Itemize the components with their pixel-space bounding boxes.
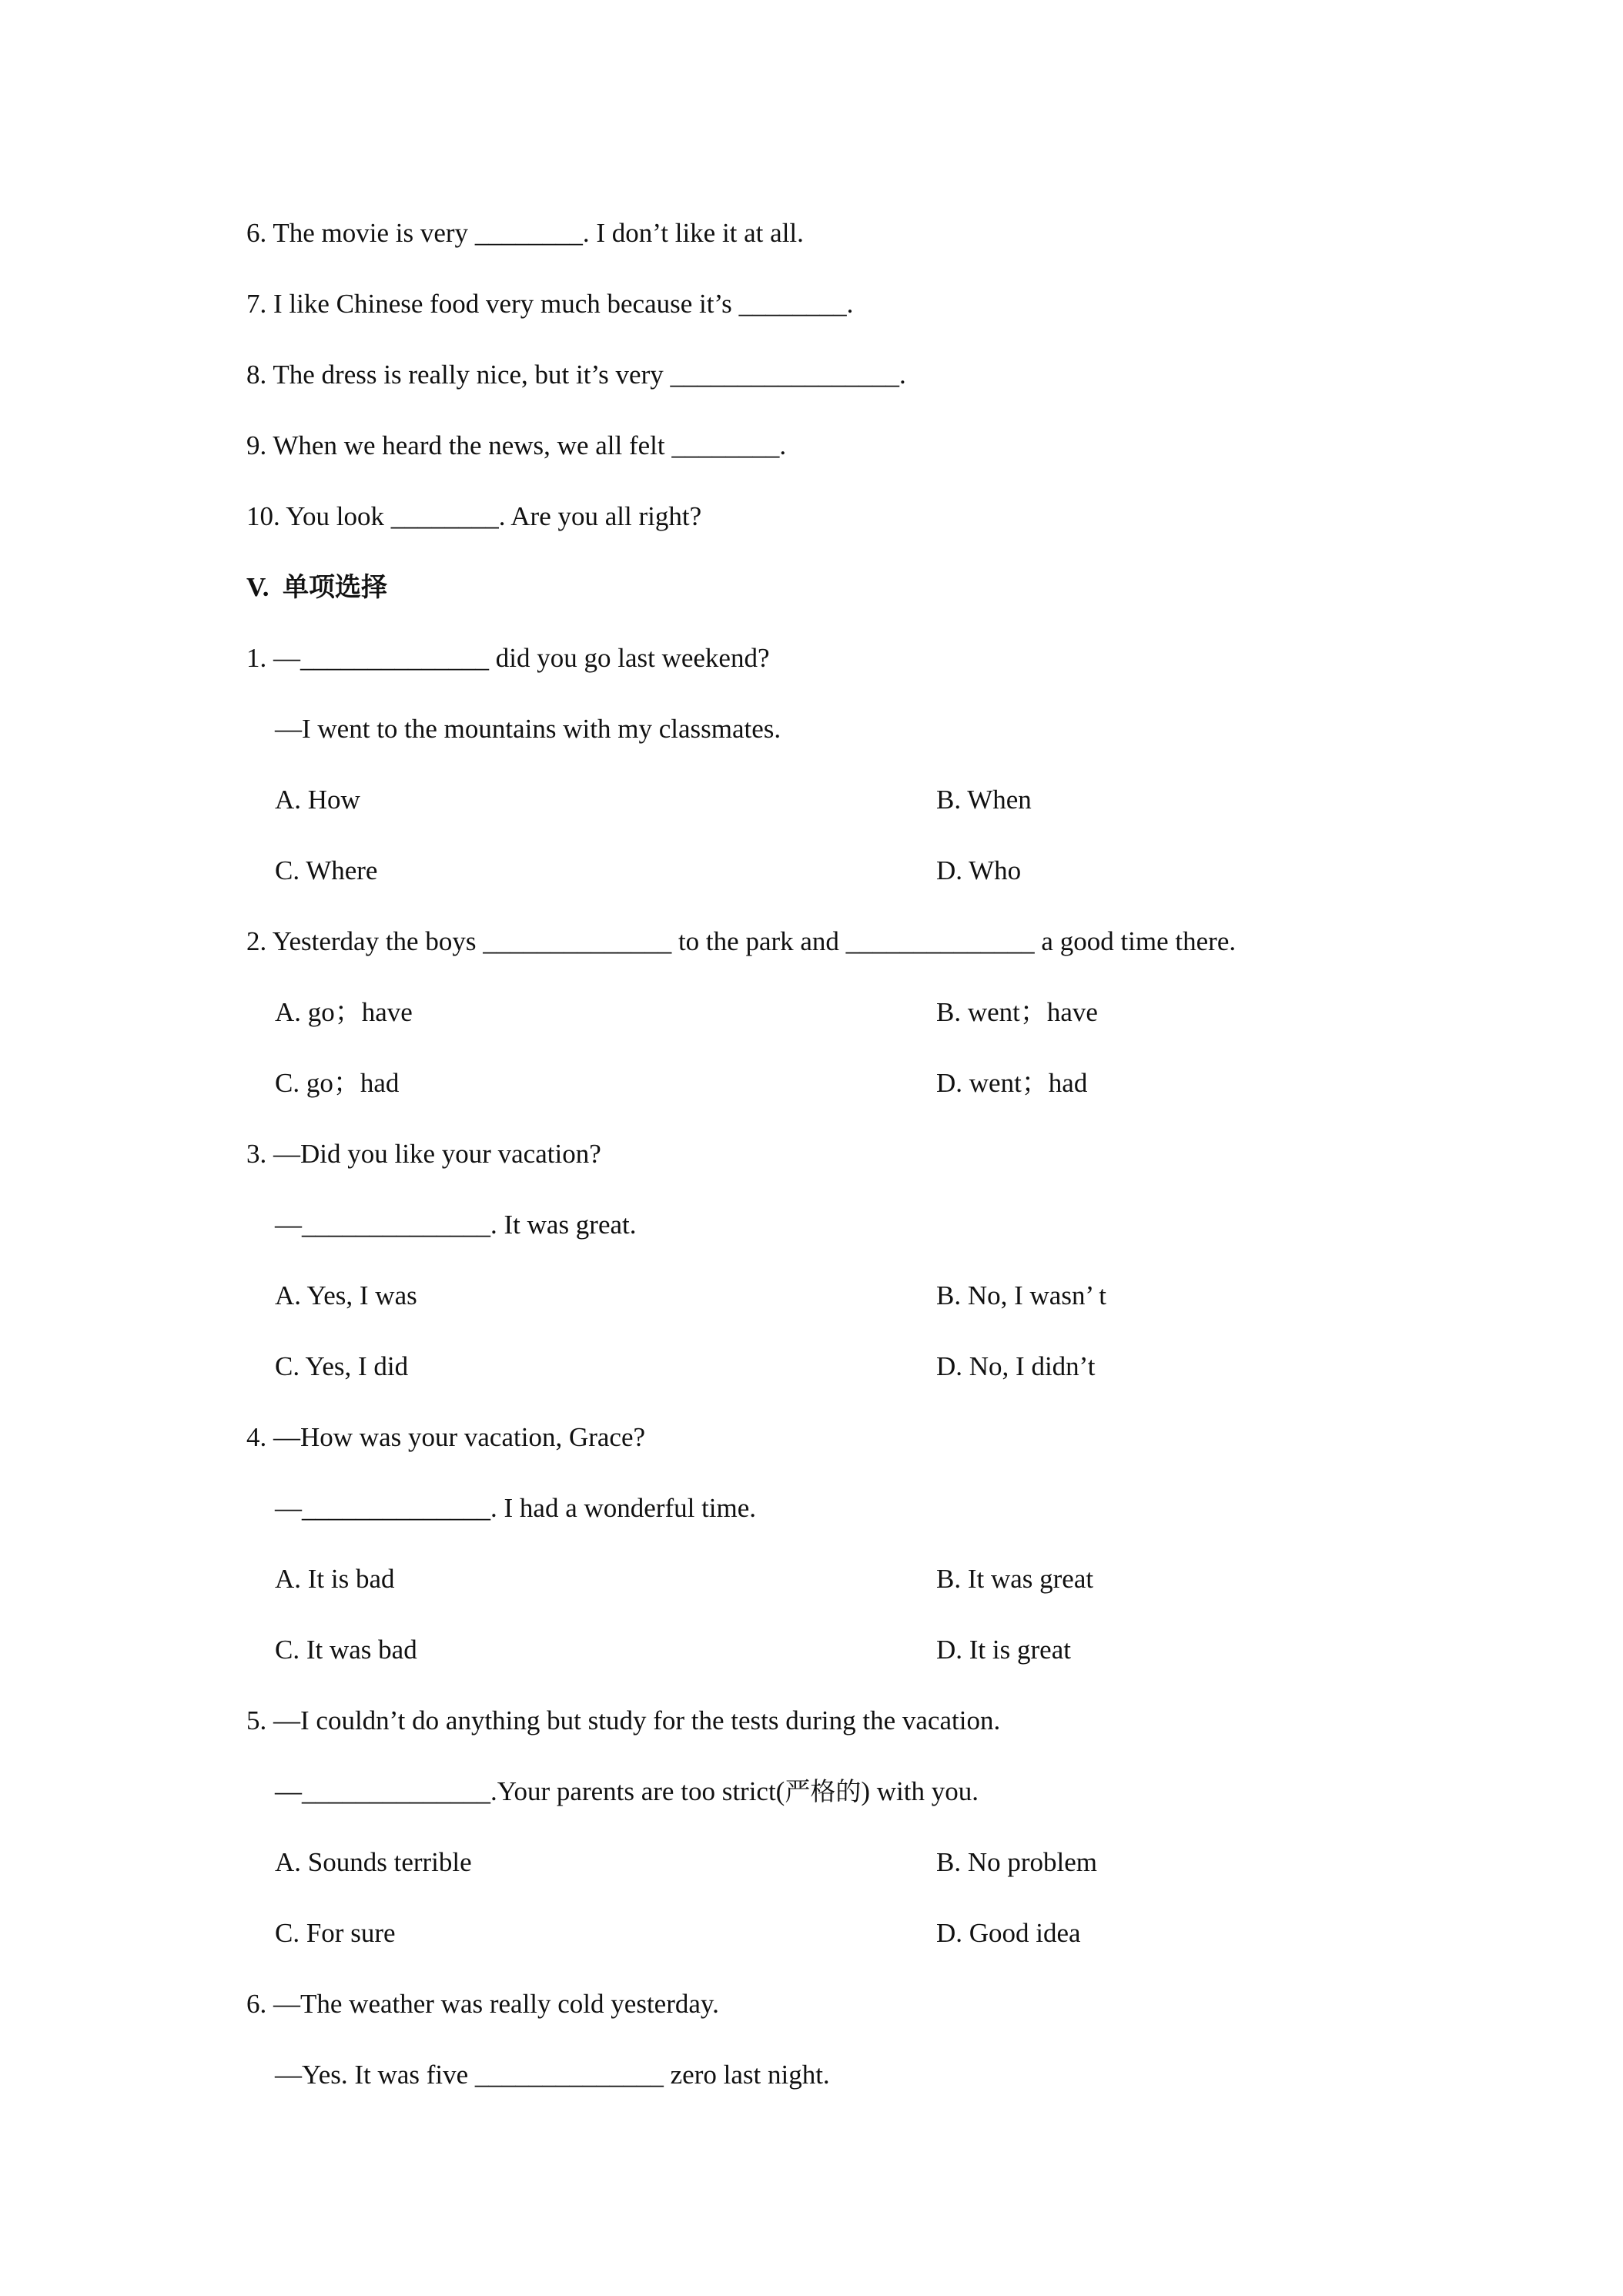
fill-in-item-6 — [246, 216, 1623, 250]
answer-blank: ________ — [671, 430, 780, 460]
fill-in-item-10 — [246, 500, 1623, 534]
option-d: D. Who — [936, 855, 1022, 885]
item-number: 10. — [246, 501, 280, 531]
option-d: D. It is great — [936, 1635, 1071, 1665]
option-b: B. No problem — [936, 1847, 1098, 1877]
question-response — [275, 1775, 1623, 1809]
option-d: D. went；had — [936, 1068, 1088, 1098]
item-text: You look — [286, 501, 391, 531]
item-text: . — [899, 360, 906, 390]
item-text: . — [846, 289, 854, 319]
answer-blank: ________ — [738, 289, 847, 319]
item-number: 9. — [246, 430, 267, 460]
fill-in-item-8 — [246, 358, 1623, 392]
options-row — [0, 1350, 1623, 1485]
item-text: When we heard the news, we all felt — [273, 430, 672, 460]
option-a: A. Yes, I was — [275, 1280, 417, 1310]
item-number: 7. — [246, 289, 267, 319]
option-a: A. Sounds terrible — [275, 1847, 472, 1877]
options-row — [0, 1916, 1623, 2052]
option-c: C. Yes, I did — [275, 1351, 409, 1381]
question-stem: 3. —Did you like your vacation? — [246, 1139, 601, 1169]
fill-in-item-9 — [246, 429, 1623, 463]
item-number: 8. — [246, 360, 267, 390]
answer-blank: _________________ — [670, 360, 899, 390]
section-numeral: V. — [246, 572, 269, 602]
response-text: ) with you. — [861, 1776, 979, 1806]
options-row — [0, 854, 1623, 989]
item-text: The dress is really nice, but it’s very — [273, 360, 671, 390]
question-stem: 2. Yesterday the boys ______________ to the park and ______________ a good time there. — [246, 926, 1236, 956]
question-response: —______________. It was great. — [275, 1210, 637, 1240]
option-d: D. No, I didn’t — [936, 1351, 1096, 1381]
options-row — [0, 1066, 1623, 1202]
item-text: . I don’t like it at all. — [582, 218, 804, 248]
option-b: B. went；have — [936, 997, 1098, 1027]
option-b: B. No, I wasn’ t — [936, 1280, 1106, 1310]
question-response: —Yes. It was five ______________ zero last night. — [275, 2060, 830, 2090]
fill-in-item-7 — [246, 287, 1623, 321]
question-stem: 1. —______________ did you go last weekend? — [246, 643, 770, 673]
section-heading — [246, 571, 1623, 604]
question-response: —I went to the mountains with my classmates. — [275, 714, 781, 744]
question-stem: 4. —How was your vacation, Grace? — [246, 1422, 646, 1452]
option-b: B. When — [936, 785, 1032, 815]
item-text: . Are you all right? — [498, 501, 702, 531]
section-title: 单项选择 — [283, 572, 388, 603]
answer-blank: ________ — [474, 218, 583, 248]
item-number: 6. — [246, 218, 267, 248]
question-stem: 6. —The weather was really cold yesterday. — [246, 1989, 719, 2019]
chinese-gloss: 严格的 — [785, 1776, 862, 1806]
response-text: —______________.Your parents are too strict( — [275, 1776, 785, 1806]
option-a: A. How — [275, 785, 360, 815]
option-b: B. It was great — [936, 1564, 1094, 1594]
option-a: A. It is bad — [275, 1564, 395, 1594]
question-stem: 5. —I couldn’t do anything but study for the tests during the vacation. — [246, 1705, 1001, 1735]
options-row — [0, 1633, 1623, 1769]
item-text: The movie is very — [273, 218, 475, 248]
question-response: —______________. I had a wonderful time. — [275, 1493, 757, 1523]
option-d: D. Good idea — [936, 1918, 1081, 1948]
item-text: . — [779, 430, 787, 460]
option-a: A. go；have — [275, 997, 413, 1027]
answer-blank: ________ — [390, 501, 499, 531]
option-c: C. For sure — [275, 1918, 396, 1948]
item-text: I like Chinese food very much because it’s — [273, 289, 739, 319]
option-c: C. Where — [275, 855, 378, 885]
option-c: C. go；had — [275, 1068, 400, 1098]
option-c: C. It was bad — [275, 1635, 417, 1665]
